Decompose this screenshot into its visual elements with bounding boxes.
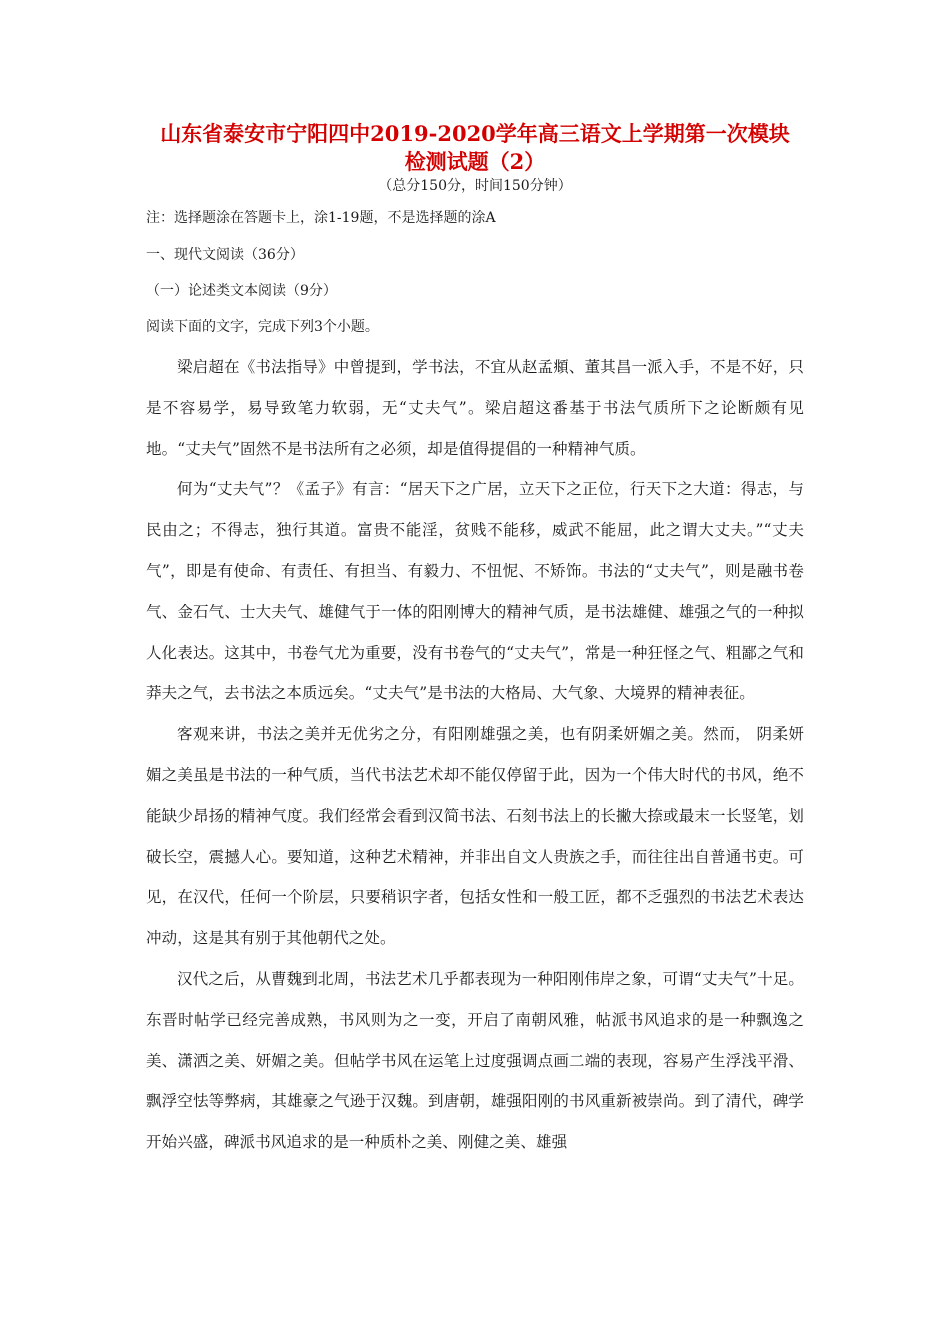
title-line-2: 检测试题（2） <box>404 149 546 174</box>
passage-paragraph: 汉代之后，从曹魏到北周，书法艺术几乎都表现为一种阳刚伟岸之象，可谓“丈夫气”十足。东晋时帖学已经完善成熟，书风则为之一变，开启了南朝风雅，帖派书风追求的是一种飘逸之美、潇洒之美、妍媚之美。但帖学书风在运笔上过度强调点画二端的表现，容易产生浮浅平滑、飘浮空怯等弊病，其雄豪之气逊于汉魏。到唐朝，雄强阳刚的书风重新被崇尚。到了清代，碑学开始兴盛，碑派书风追求的是一种质朴之美、刚健之美、雄强 <box>146 969 804 1152</box>
section-heading: 一、现代文阅读（36分） <box>146 247 304 263</box>
document-title <box>146 120 804 176</box>
passage-paragraph: 客观来讲，书法之美并无优劣之分，有阳刚雄强之美，也有阴柔妍媚之美。然而， 阴柔妍媚之美虽是书法的一种气质，当代书法艺术却不能仅停留于此，因为一个伟大时代的书风，绝不能缺少昂扬的精神气度。我们经常会看到汉简书法、石刻书法上的长撇大捺或最末一长竖笔，划破长空，震撼人心。要知道，这种艺术精神，并非出自文人贵族之手，而往往出自普通书吏。可见，在汉代，任何一个阶层，只要稍识字者，包括女性和一般工匠，都不乏强烈的书法艺术表达冲动，这是其有别于其他朝代之处。 <box>146 725 804 948</box>
reading-instruction: 阅读下面的文字，完成下列3个小题。 <box>146 319 379 335</box>
title-line-1: 山东省泰安市宁阳四中2019-2020学年高三语文上学期第一次模块 <box>160 121 790 146</box>
document-page <box>146 120 804 1163</box>
passage-paragraph: 何为“丈夫气”？《孟子》有言：“居天下之广居，立天下之正位，行天下之大道：得志，与民由之；不得志，独行其道。富贵不能淫，贫贱不能移，威武不能屈，此之谓大丈夫。”“丈夫气”，即是有使命、有责任、有担当、有毅力、不忸怩、不矫饰。书法的“丈夫气”，则是融书卷气、金石气、士大夫气、雄健气于一体的阳刚博大的精神气质，是书法雄健、雄强之气的一种拟人化表达。这其中，书卷气尤为重要，没有书卷气的“丈夫气”，常是一种狂怪之气、粗鄙之气和莽夫之气，去书法之本质远矣。“丈夫气”是书法的大格局、大气象、大境界的精神表征。 <box>146 480 804 703</box>
reading-passage <box>146 347 804 1163</box>
exam-note: 注：选择题涂在答题卡上，涂1-19题，不是选择题的涂A <box>146 210 496 226</box>
passage-paragraph: 梁启超在《书法指导》中曾提到，学书法，不宜从赵孟頫、董其昌一派入手，不是不好，只是不容易学，易导致笔力软弱，无“丈夫气”。梁启超这番基于书法气质所下之论断颇有见地。“丈夫气”固然不是书法所有之必须，却是值得提倡的一种精神气质。 <box>146 358 804 458</box>
exam-info: （总分150分，时间150分钟） <box>378 178 572 194</box>
subsection-heading: （一）论述类文本阅读（9分） <box>146 283 337 299</box>
